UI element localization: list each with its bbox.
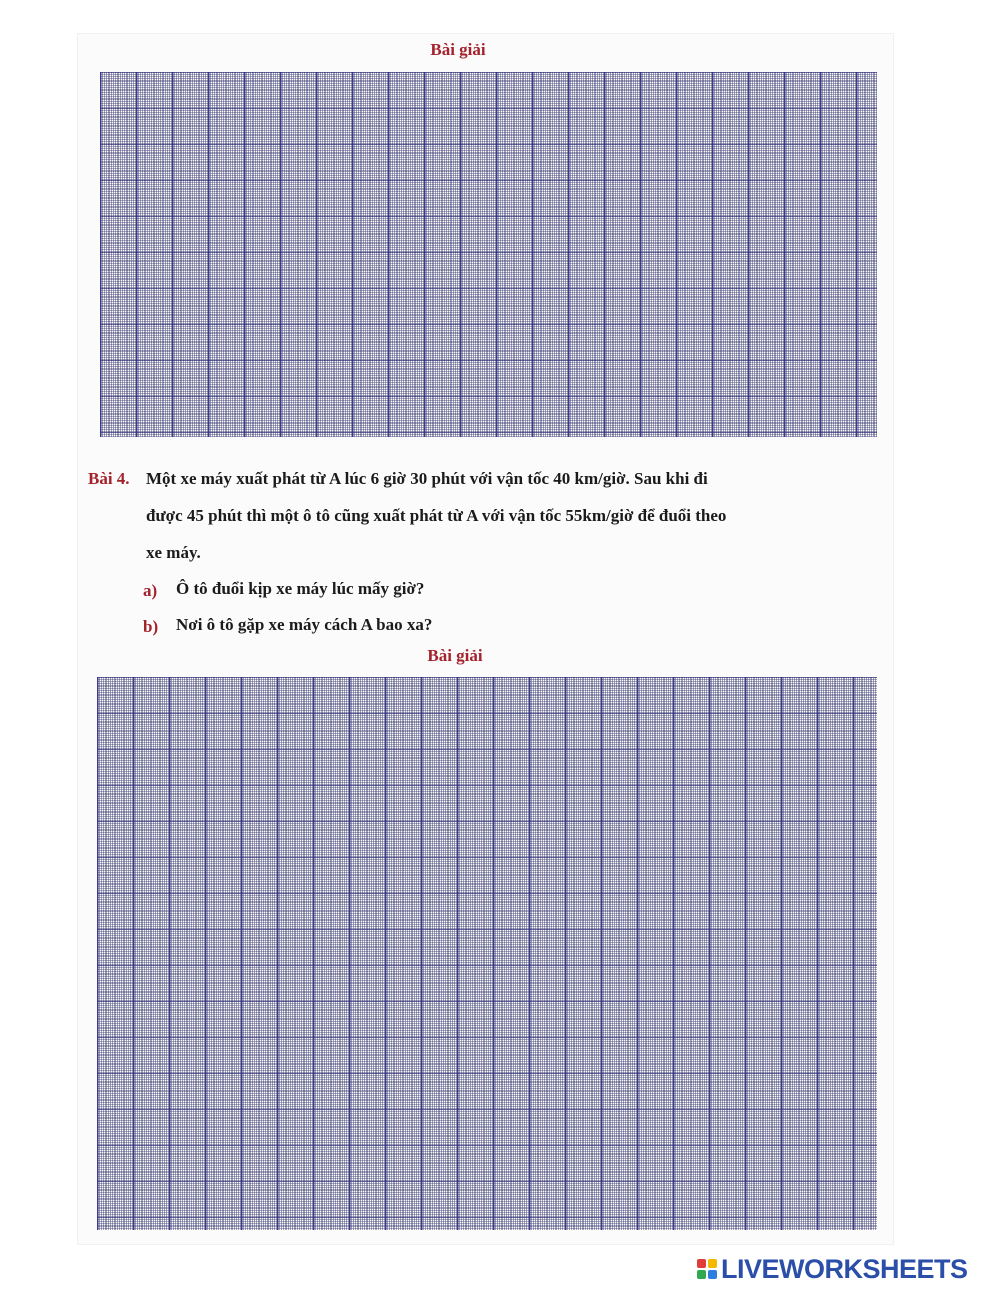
logo-text: LIVEWORKSHEETS — [721, 1253, 968, 1284]
option-a-label: a) — [143, 581, 158, 600]
logo-icon — [697, 1259, 717, 1279]
top-answer-grid[interactable] — [100, 72, 877, 437]
top-solution-heading: Bài giải — [430, 40, 486, 59]
problem-line-3: xe máy. — [146, 543, 201, 562]
logo-square-blue — [708, 1270, 717, 1279]
problem-number: Bài 4. — [88, 469, 130, 488]
bottom-solution-heading: Bài giải — [427, 646, 483, 665]
problem-line-2: được 45 phút thì một ô tô cũng xuất phát từ A với vận tốc 55km/giờ để đuổi theo — [146, 506, 727, 525]
logo-square-red — [697, 1259, 706, 1268]
liveworksheets-logo — [697, 1253, 968, 1285]
logo-square-green — [697, 1270, 706, 1279]
option-b-text: Nơi ô tô gặp xe máy cách A bao xa? — [176, 615, 433, 634]
option-a-text: Ô tô đuổi kịp xe máy lúc mấy giờ? — [176, 579, 425, 598]
bottom-answer-grid[interactable] — [97, 677, 877, 1230]
logo-square-yellow — [708, 1259, 717, 1268]
option-b-label: b) — [143, 617, 159, 636]
problem-line-1: Một xe máy xuất phát từ A lúc 6 giờ 30 phút với vận tốc 40 km/giờ. Sau khi đi — [146, 469, 708, 488]
